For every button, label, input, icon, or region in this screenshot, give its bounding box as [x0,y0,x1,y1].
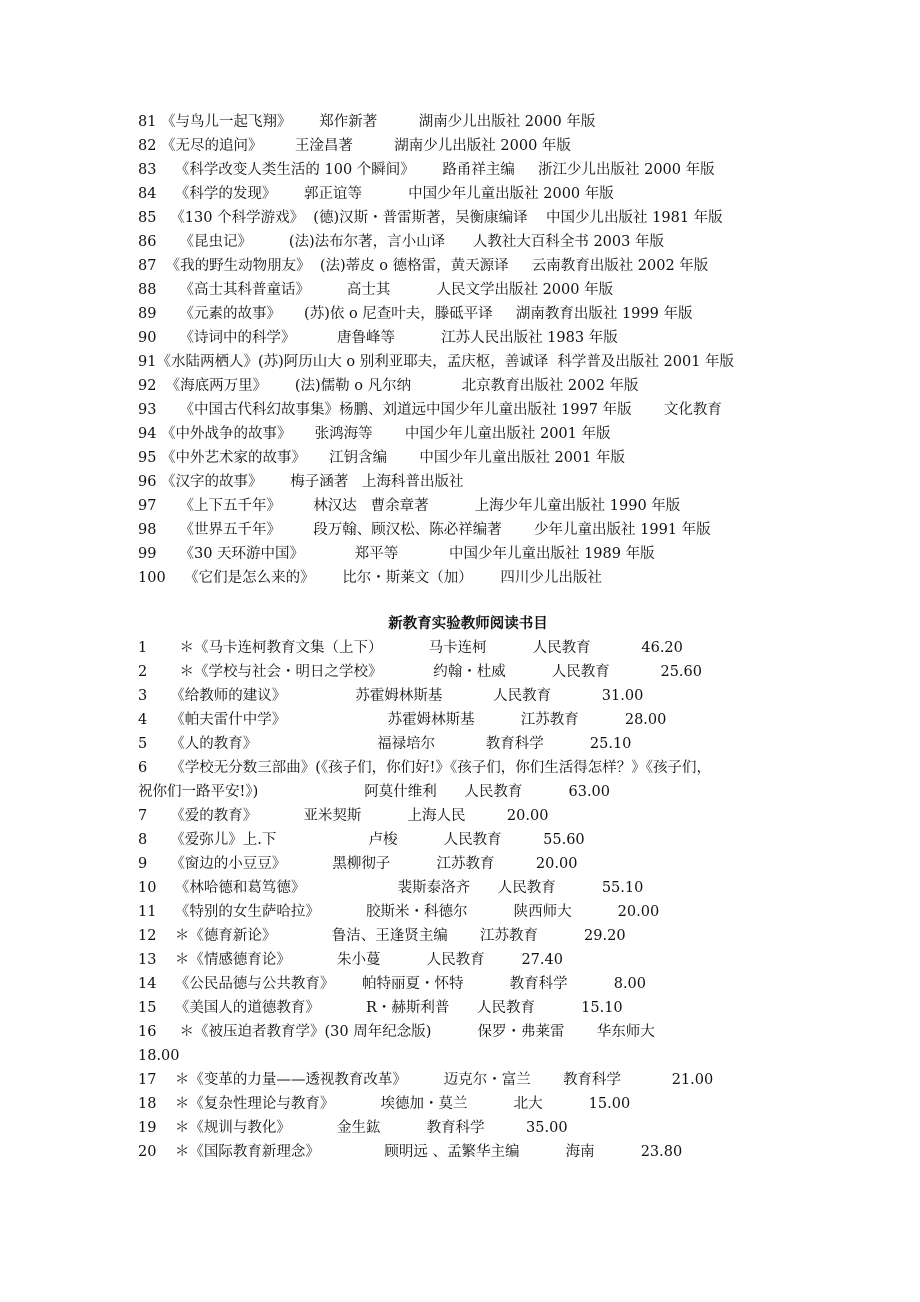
list-item: 85 《130 个科学游戏》 (德)汉斯・普雷斯著，吴衡康编译 中国少儿出版社 1981 年版 [138,210,723,226]
list-item: 祝你们一路平安!》) 阿莫什维利 人民教育 63.00 [138,784,610,800]
list-item: 83 《科学改变人类生活的 100 个瞬间》 路甬祥主编 浙江少儿出版社 2000 年版 [138,162,715,178]
list-item: 19 ＊《规训与教化》 金生鈜 教育科学 35.00 [138,1120,568,1136]
list-item: 92 《海底两万里》 (法)儒勒 o 凡尔纳 北京教育出版社 2002 年版 [138,378,639,394]
list-item: 95 《中外艺术家的故事》 江钥含编 中国少年儿童出版社 2001 年版 [138,450,625,466]
list-item: 87 《我的野生动物朋友》 (法)蒂皮 o 德格雷，黄天源译 云南教育出版社 2002 年版 [138,258,709,274]
list-item: 14 《公民品德与公共教育》 帕特丽夏・怀特 教育科学 8.00 [138,976,647,992]
list-item: 6 《学校无分数三部曲》(《孩子们，你们好!》《孩子们，你们生活得怎样？》《孩子们， [138,760,712,776]
list-item: 20 ＊《国际教育新理念》 顾明远 、孟繁华主编 海南 23.80 [138,1144,683,1160]
list-item: 81 《与鸟儿一起飞翔》 郑作新著 湖南少儿出版社 2000 年版 [138,114,596,130]
list-item: 18 ＊《复杂性理论与教育》 埃德加・莫兰 北大 15.00 [138,1096,631,1112]
list-item: 17 ＊《变革的力量——透视教育改革》 迈克尔・富兰 教育科学 21.00 [138,1072,714,1088]
list-item: 86 《昆虫记》 (法)法布尔著，言小山译 人教社大百科全书 2003 年版 [138,234,664,250]
list-item: 97 《上下五千年》 林汉达 曹余章著 上海少年儿童出版社 1990 年版 [138,498,681,514]
list-item: 12 ＊《德育新论》 鲁洁、王逢贤主编 江苏教育 29.20 [138,928,626,944]
list-item: 3 《给教师的建议》 苏霍姆林斯基 人民教育 31.00 [138,688,644,704]
teacher-reading-list [138,636,798,1164]
list-item: 11 《特别的女生萨哈拉》 胶斯米・科德尔 陕西师大 20.00 [138,904,660,920]
list-item: 4 《帕夫雷什中学》 苏霍姆林斯基 江苏教育 28.00 [138,712,667,728]
list-item: 99 《30 天环游中国》 郑平等 中国少年儿童出版社 1989 年版 [138,546,655,562]
science-reading-list [138,110,798,590]
list-item: 8 《爱弥儿》上.下 卢梭 人民教育 55.60 [138,832,585,848]
list-item: 89 《元素的故事》 (苏)依 o 尼查叶夫，滕砥平译 湖南教育出版社 1999 年版 [138,306,693,322]
document-page [138,110,798,1164]
list-item: 7 《爱的教育》 亚米契斯 上海人民 20.00 [138,808,549,824]
list-item: 84 《科学的发现》 郭正谊等 中国少年儿童出版社 2000 年版 [138,186,614,202]
list-item: 82 《无尽的追问》 王淦昌著 湖南少儿出版社 2000 年版 [138,138,571,154]
list-item: 100 《它们是怎么来的》 比尔・斯莱文（加） 四川少儿出版社 [138,570,602,586]
list-item: 98 《世界五千年》 段万翰、顾汉松、陈必祥编著 少年儿童出版社 1991 年版 [138,522,711,538]
list-item: 5 《人的教育》 福禄培尔 教育科学 25.10 [138,736,632,752]
list-item: 94 《中外战争的故事》 张鸿海等 中国少年儿童出版社 2001 年版 [138,426,611,442]
list-item: 13 ＊《情感德育论》 朱小蔓 人民教育 27.40 [138,952,563,968]
list-item: 88 《高士其科普童话》 高士其 人民文学出版社 2000 年版 [138,282,614,298]
list-item: 2 ＊《学校与社会・明日之学校》 约翰・杜威 人民教育 25.60 [138,664,702,680]
list-item: 15 《美国人的道德教育》 R・赫斯利普 人民教育 15.10 [138,1000,623,1016]
list-item: 96 《汉字的故事》 梅子涵著 上海科普出版社 [138,474,464,490]
list-item: 10 《林哈德和葛笃德》 裴斯泰洛齐 人民教育 55.10 [138,880,644,896]
list-item: 9 《窗边的小豆豆》 黑柳彻子 江苏教育 20.00 [138,856,578,872]
list-item: 18.00 [138,1048,180,1064]
list-item: 91《水陆两栖人》(苏)阿历山大 o 别利亚耶夫，孟庆枢，善诚译 科学普及出版社 2001 年版 [138,354,735,370]
section-title: 新教育实验教师阅读书目 [388,615,548,632]
list-item: 16 ＊《被压迫者教育学》(30 周年纪念版) 保罗・弗莱雷 华东师大 [138,1024,655,1040]
list-item: 93 《中国古代科幻故事集》杨鹏、刘道远中国少年儿童出版社 1997 年版 文化教育 [138,402,722,418]
list-item: 1 ＊《马卡连柯教育文集（上下） 马卡连柯 人民教育 46.20 [138,640,683,656]
list-item: 90 《诗词中的科学》 唐鲁峰等 江苏人民出版社 1983 年版 [138,330,618,346]
section-spacer [138,590,798,612]
